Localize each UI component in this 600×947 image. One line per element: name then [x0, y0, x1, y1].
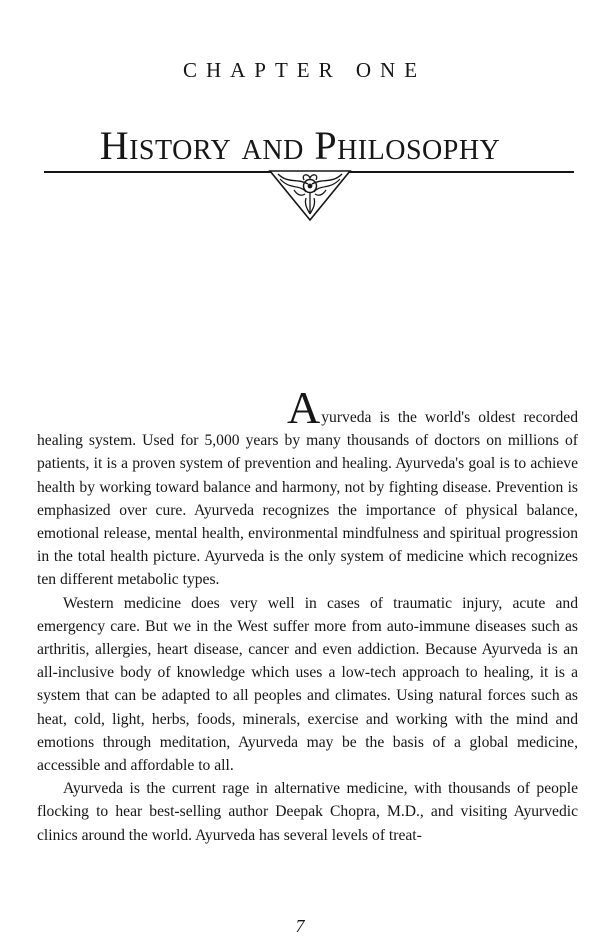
floral-ornament-icon — [268, 170, 352, 222]
chapter-label: CHAPTER ONE — [182, 58, 427, 82]
page-number: 7 — [295, 916, 305, 936]
body-text — [37, 382, 578, 847]
paragraph-1 — [37, 382, 578, 592]
paragraph-1-text: yurveda is the world's oldest recorded healing system. Used for 5,000 years by many thousands of doctors on millions of patients, it is a proven system of prevention and healing. Ayurveda's goal is to achieve health by working toward balance and harmony, not by fighting disease. Prevention is emphasized over cure. Ayurveda recognizes the importance of physical balance, emotional release, mental health, environmental mindfulness and spiritual progression in the total health picture. Ayurveda is the only system of medicine which recognizes ten different metabolic types. — [37, 409, 578, 589]
drop-cap: A — [287, 382, 321, 433]
chapter-title: History and Philosophy — [99, 123, 501, 168]
paragraph-3: Ayurveda is the current rage in alternative medicine, with thousands of people flocking to hear best-selling author Deepak Chopra, M.D., and visiting Ayurvedic clinics around the world. Ayurveda has several levels of treat- — [37, 780, 578, 844]
paragraph-2: Western medicine does very well in cases of traumatic injury, acute and emergency care. But we in the West suffer more from auto-immune diseases such as arthritis, allergies, heart disease, cancer and even addiction. Because Ayurveda is an all-inclusive body of knowledge which uses a low-tech approach to healing, it is a system that can be adapted to all peoples and climates. Using natural forces such as heat, cold, light, herbs, foods, minerals, exercise and working with the mind and emotions through meditation, Ayurveda may be the basis of a global medicine, accessible and affordable to all. — [37, 594, 578, 775]
